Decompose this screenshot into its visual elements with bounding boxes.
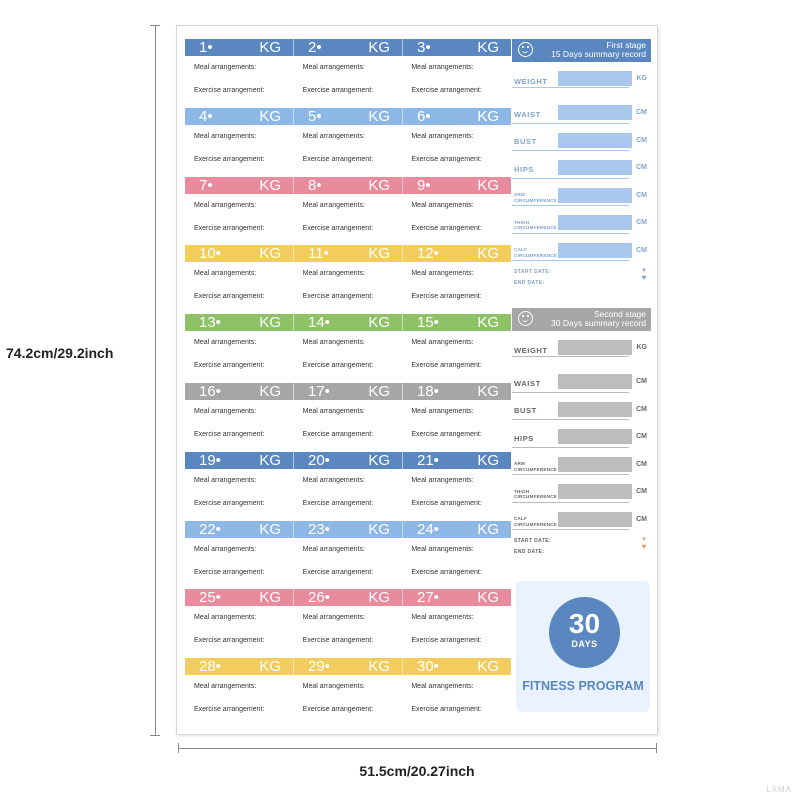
day-kg-label: KG <box>477 451 499 469</box>
exercise-row <box>185 629 511 652</box>
waist-unit: CM <box>636 109 647 116</box>
thigh-row <box>512 477 651 505</box>
meal-arrangement-field[interactable]: Meal arrangements: <box>302 132 365 140</box>
start-date-label: START DATE: <box>514 538 551 544</box>
width-dimension-cap-left <box>178 743 179 753</box>
day-header <box>294 177 403 194</box>
day-kg-label: KG <box>477 314 499 332</box>
day-kg-label: KG <box>259 245 281 263</box>
day-number: 7• <box>199 176 213 194</box>
day-number: 2• <box>308 39 322 56</box>
hips-field[interactable] <box>558 160 632 175</box>
weight-label: WEIGHT <box>514 77 548 86</box>
weight-unit: KG <box>636 75 647 82</box>
day-header <box>403 245 511 262</box>
meal-row <box>185 469 511 492</box>
day-header <box>185 177 294 194</box>
calf-field[interactable] <box>558 512 632 527</box>
meal-arrangement-field[interactable]: Meal arrangements: <box>302 407 365 415</box>
day-block <box>185 521 511 590</box>
exercise-row <box>185 217 511 240</box>
bust-label: BUST <box>514 406 537 415</box>
meal-arrangement-field[interactable]: Meal arrangements: <box>411 270 474 278</box>
exercise-arrangement-field[interactable]: Exercise arrangement: <box>411 430 482 438</box>
day-header <box>185 245 294 262</box>
exercise-arrangement-field[interactable]: Exercise arrangement: <box>302 155 374 163</box>
day-number: 14• <box>308 314 330 332</box>
day-header-row <box>185 177 511 194</box>
hips-row <box>512 422 651 450</box>
height-dimension-line <box>155 25 156 735</box>
arm-row <box>512 181 651 209</box>
exercise-arrangement-field[interactable]: Exercise arrangement: <box>194 155 265 163</box>
meal-row <box>185 56 511 79</box>
day-number: 10• <box>199 245 221 263</box>
day-number: 6• <box>417 107 431 125</box>
day-kg-label: KG <box>368 176 390 194</box>
day-kg-label: KG <box>259 176 281 194</box>
arm-unit: CM <box>636 460 647 468</box>
meal-arrangement-field[interactable]: Meal arrangements: <box>411 64 474 71</box>
day-number: 20• <box>308 451 330 469</box>
exercise-arrangement-field[interactable]: Exercise arrangement: <box>194 87 265 94</box>
hips-row <box>512 153 651 181</box>
second-stage-subtitle: 30 Days summary record <box>551 318 646 328</box>
day-number: 19• <box>199 451 221 469</box>
exercise-arrangement-field[interactable]: Exercise arrangement: <box>194 362 265 370</box>
day-header <box>185 108 294 125</box>
bust-row <box>512 395 651 423</box>
day-kg-label: KG <box>368 520 390 538</box>
days-number: 30 <box>568 608 601 639</box>
calf-row <box>512 505 651 533</box>
meal-arrangement-field[interactable]: Meal arrangements: <box>411 683 474 691</box>
day-header <box>403 452 511 469</box>
day-header <box>403 177 511 194</box>
meal-arrangement-field[interactable]: Meal arrangements: <box>194 339 257 347</box>
first-stage-subtitle: 15 Days summary record <box>551 49 646 59</box>
day-block <box>185 314 511 383</box>
day-header-row <box>185 589 511 606</box>
waist-row <box>512 98 651 126</box>
days-unit: DAYS <box>571 639 598 649</box>
day-kg-label: KG <box>259 382 281 400</box>
day-kg-label: KG <box>368 245 390 263</box>
day-number: 25• <box>199 589 221 607</box>
divider <box>512 419 629 420</box>
day-kg-label: KG <box>368 314 390 332</box>
weight-row <box>512 62 651 98</box>
day-number: 4• <box>199 107 213 125</box>
second-stage-title: Second stage <box>594 309 646 319</box>
meal-arrangement-field[interactable]: Meal arrangements: <box>194 64 257 71</box>
day-kg-label: KG <box>477 245 499 263</box>
meal-arrangement-field[interactable]: Meal arrangements: <box>302 339 365 347</box>
calf-unit: CM <box>636 515 647 523</box>
divider <box>512 178 629 179</box>
day-header <box>403 39 511 56</box>
day-number: 22• <box>199 520 221 538</box>
exercise-row <box>185 79 511 102</box>
exercise-arrangement-field[interactable]: Exercise arrangement: <box>302 568 374 576</box>
day-header <box>185 383 294 400</box>
day-number: 24• <box>417 520 439 538</box>
meal-arrangement-field[interactable]: Meal arrangements: <box>411 545 474 553</box>
day-header <box>294 245 403 262</box>
thigh-unit: CM <box>636 219 647 226</box>
day-number: 27• <box>417 589 439 607</box>
day-kg-label: KG <box>368 658 390 676</box>
waist-row <box>512 367 651 395</box>
fitness-poster <box>176 25 658 735</box>
day-header <box>403 108 511 125</box>
arm-row <box>512 450 651 478</box>
meal-arrangement-field[interactable]: Meal arrangements: <box>302 614 365 622</box>
divider <box>512 260 629 261</box>
meal-arrangement-field[interactable]: Meal arrangements: <box>411 201 474 209</box>
waist-label: WAIST <box>514 109 541 119</box>
meal-row <box>185 675 511 698</box>
exercise-arrangement-field[interactable]: Exercise arrangement: <box>194 224 265 232</box>
exercise-arrangement-field[interactable]: Exercise arrangement: <box>302 293 374 301</box>
day-number: 18• <box>417 382 439 400</box>
day-header <box>294 589 403 606</box>
weight-field[interactable] <box>558 340 632 355</box>
days-circle <box>549 597 620 668</box>
thigh-unit: CM <box>636 488 647 495</box>
day-header-row <box>185 39 511 56</box>
day-block <box>185 452 511 521</box>
start-date-label: START DATE: <box>514 269 551 275</box>
day-kg-label: KG <box>477 176 499 194</box>
meal-arrangement-field[interactable]: Meal arrangements: <box>194 132 257 140</box>
meal-arrangement-field[interactable]: Meal arrangements: <box>411 476 474 484</box>
divider <box>512 447 629 448</box>
calf-row <box>512 236 651 264</box>
hips-unit: CM <box>636 433 647 440</box>
day-number: 9• <box>417 176 431 194</box>
day-kg-label: KG <box>259 39 281 56</box>
day-kg-label: KG <box>368 39 390 56</box>
program-title: FITNESS PROGRAM <box>522 679 644 693</box>
day-header <box>185 39 294 56</box>
day-kg-label: KG <box>259 314 281 332</box>
exercise-arrangement-field[interactable]: Exercise arrangement: <box>411 362 482 370</box>
exercise-arrangement-field[interactable]: Exercise arrangement: <box>194 568 265 576</box>
divider <box>512 529 629 530</box>
hips-label: HIPS <box>514 433 534 443</box>
day-number: 29• <box>308 658 330 676</box>
day-kg-label: KG <box>259 658 281 676</box>
hips-unit: CM <box>636 164 647 171</box>
day-kg-label: KG <box>477 382 499 400</box>
meal-arrangement-field[interactable]: Meal arrangements: <box>302 64 365 71</box>
divider <box>512 87 629 88</box>
day-number: 3• <box>417 39 431 56</box>
meal-row <box>185 125 511 148</box>
day-kg-label: KG <box>368 451 390 469</box>
divider <box>512 392 629 393</box>
exercise-arrangement-field[interactable]: Exercise arrangement: <box>302 87 374 94</box>
exercise-arrangement-field[interactable]: Exercise arrangement: <box>302 224 374 232</box>
day-number: 5• <box>308 107 322 125</box>
day-header-row <box>185 383 511 400</box>
stage-dates <box>512 264 651 290</box>
exercise-arrangement-field[interactable]: Exercise arrangement: <box>411 224 482 232</box>
meal-arrangement-field[interactable]: Meal arrangements: <box>194 407 257 415</box>
day-number: 26• <box>308 589 330 607</box>
day-header-row <box>185 452 511 469</box>
divider <box>512 123 629 124</box>
exercise-arrangement-field[interactable]: Exercise arrangement: <box>194 293 265 301</box>
day-block <box>185 39 511 108</box>
day-header <box>403 521 511 538</box>
stage-dates <box>512 533 651 559</box>
program-badge <box>516 581 650 712</box>
exercise-row <box>185 285 511 308</box>
waist-unit: CM <box>636 378 647 385</box>
day-number: 30• <box>417 658 439 676</box>
meal-arrangement-field[interactable]: Meal arrangements: <box>194 201 257 209</box>
day-kg-label: KG <box>259 520 281 538</box>
day-number: 11• <box>308 245 329 263</box>
meal-row <box>185 400 511 423</box>
height-dimension-cap-top <box>150 25 160 26</box>
meal-row <box>185 538 511 561</box>
weight-label: WEIGHT <box>514 346 548 355</box>
exercise-arrangement-field[interactable]: Exercise arrangement: <box>194 637 265 645</box>
watermark: LXMA <box>766 785 792 794</box>
arm-field[interactable] <box>558 457 632 472</box>
day-header-row <box>185 245 511 262</box>
second-stage-panel <box>512 308 651 559</box>
arrow-heart-icon: ▼ ♥ <box>641 268 647 282</box>
day-kg-label: KG <box>368 107 390 125</box>
day-header-row <box>185 314 511 331</box>
bust-unit: CM <box>636 136 647 144</box>
arm-unit: CM <box>636 191 647 199</box>
smile-icon <box>518 311 533 326</box>
thigh-field[interactable] <box>558 215 632 230</box>
day-block <box>185 658 511 727</box>
day-header <box>403 658 511 675</box>
hips-field[interactable] <box>558 429 632 444</box>
thigh-row <box>512 208 651 236</box>
day-number: 28• <box>199 658 221 676</box>
arm-label: ARM CIRCUMFERENCE <box>514 192 557 203</box>
meal-arrangement-field[interactable]: Meal arrangements: <box>302 270 365 278</box>
divider <box>512 474 629 475</box>
arrow-heart-icon: ▼ ♥ <box>641 537 647 551</box>
meal-row <box>185 331 511 354</box>
day-header <box>185 314 294 331</box>
day-kg-label: KG <box>259 589 281 607</box>
first-stage-title: First stage <box>606 40 646 50</box>
day-header <box>185 658 294 675</box>
meal-arrangement-field[interactable]: Meal arrangements: <box>194 270 257 278</box>
exercise-arrangement-field[interactable]: Exercise arrangement: <box>302 637 374 645</box>
day-kg-label: KG <box>368 382 390 400</box>
exercise-arrangement-field[interactable]: Exercise arrangement: <box>411 87 482 94</box>
weight-unit: KG <box>636 344 647 351</box>
calf-unit: CM <box>636 246 647 254</box>
exercise-row <box>185 148 511 171</box>
exercise-arrangement-field[interactable]: Exercise arrangement: <box>302 430 374 438</box>
day-number: 21• <box>417 451 439 469</box>
first-stage-header <box>512 39 651 62</box>
day-header <box>294 452 403 469</box>
meal-arrangement-field[interactable]: Meal arrangements: <box>411 407 474 415</box>
meal-arrangement-field[interactable]: Meal arrangements: <box>411 132 474 140</box>
meal-arrangement-field[interactable]: Meal arrangements: <box>302 201 365 209</box>
meal-arrangement-field[interactable]: Meal arrangements: <box>302 683 365 691</box>
day-grid <box>185 39 511 727</box>
exercise-arrangement-field[interactable]: Exercise arrangement: <box>302 706 374 714</box>
meal-arrangement-field[interactable]: Meal arrangements: <box>302 545 365 553</box>
day-number: 15• <box>417 314 439 332</box>
day-header-row <box>185 658 511 675</box>
day-header <box>294 108 403 125</box>
day-block <box>185 108 511 177</box>
arm-field[interactable] <box>558 188 632 203</box>
thigh-label: THIGH CIRCUMFERENCE <box>514 488 557 499</box>
height-dimension-cap-bottom <box>150 735 160 736</box>
bust-field[interactable] <box>558 133 632 148</box>
day-header <box>185 521 294 538</box>
meal-arrangement-field[interactable]: Meal arrangements: <box>302 476 365 484</box>
day-header <box>185 589 294 606</box>
weight-field[interactable] <box>558 71 632 86</box>
day-kg-label: KG <box>368 589 390 607</box>
day-kg-label: KG <box>259 451 281 469</box>
exercise-arrangement-field[interactable]: Exercise arrangement: <box>411 637 482 645</box>
day-kg-label: KG <box>259 107 281 125</box>
exercise-row <box>185 423 511 446</box>
hips-label: HIPS <box>514 164 534 174</box>
day-block <box>185 589 511 658</box>
divider <box>512 502 629 503</box>
exercise-arrangement-field[interactable]: Exercise arrangement: <box>411 568 482 576</box>
waist-field[interactable] <box>558 105 632 120</box>
day-number: 12• <box>417 245 439 263</box>
exercise-arrangement-field[interactable]: Exercise arrangement: <box>194 499 265 507</box>
divider <box>512 356 629 357</box>
day-header-row <box>185 108 511 125</box>
exercise-arrangement-field[interactable]: Exercise arrangement: <box>411 499 482 507</box>
waist-field[interactable] <box>558 374 632 389</box>
day-number: 17• <box>308 382 330 400</box>
exercise-arrangement-field[interactable]: Exercise arrangement: <box>411 706 482 714</box>
day-number: 16• <box>199 382 221 400</box>
first-stage-panel <box>512 39 651 290</box>
day-header <box>294 383 403 400</box>
end-date-label: END DATE: <box>514 549 545 555</box>
day-header <box>294 314 403 331</box>
width-dimension-line <box>178 748 656 749</box>
width-dimension-label: 51.5cm/20.27inch <box>359 763 475 779</box>
exercise-row <box>185 354 511 377</box>
calf-label: CALF CIRCUMFERENCE <box>514 247 557 258</box>
divider <box>512 233 629 234</box>
day-header <box>403 589 511 606</box>
calf-label: CALF CIRCUMFERENCE <box>514 516 557 527</box>
day-header-row <box>185 521 511 538</box>
exercise-arrangement-field[interactable]: Exercise arrangement: <box>302 499 374 507</box>
day-number: 23• <box>308 520 330 538</box>
day-kg-label: KG <box>477 39 499 56</box>
divider <box>512 150 629 151</box>
day-block <box>185 245 511 314</box>
exercise-row <box>185 561 511 584</box>
waist-label: WAIST <box>514 378 541 388</box>
meal-arrangement-field[interactable]: Meal arrangements: <box>194 545 257 553</box>
meal-arrangement-field[interactable]: Meal arrangements: <box>411 614 474 622</box>
day-header <box>403 383 511 400</box>
calf-field[interactable] <box>558 243 632 258</box>
day-number: 1• <box>199 39 213 56</box>
bust-row <box>512 126 651 154</box>
day-number: 13• <box>199 314 221 332</box>
smile-icon <box>518 42 533 57</box>
day-kg-label: KG <box>477 520 499 538</box>
bust-field[interactable] <box>558 402 632 417</box>
exercise-row <box>185 492 511 515</box>
exercise-arrangement-field[interactable]: Exercise arrangement: <box>194 706 265 714</box>
day-number: 8• <box>308 176 322 194</box>
meal-arrangement-field[interactable]: Meal arrangements: <box>194 683 257 691</box>
day-header <box>185 452 294 469</box>
meal-row <box>185 194 511 217</box>
second-stage-header <box>512 308 651 331</box>
day-block <box>185 177 511 246</box>
meal-row <box>185 262 511 285</box>
exercise-arrangement-field[interactable]: Exercise arrangement: <box>411 293 482 301</box>
height-dimension-label: 74.2cm/29.2inch <box>6 345 114 361</box>
meal-row <box>185 606 511 629</box>
meal-arrangement-field[interactable]: Meal arrangements: <box>194 476 257 484</box>
exercise-arrangement-field[interactable]: Exercise arrangement: <box>302 362 374 370</box>
meal-arrangement-field[interactable]: Meal arrangements: <box>411 339 474 347</box>
thigh-label: THIGH CIRCUMFERENCE <box>514 219 557 230</box>
bust-unit: CM <box>636 405 647 413</box>
day-kg-label: KG <box>477 107 499 125</box>
exercise-row <box>185 698 511 721</box>
arm-label: ARM CIRCUMFERENCE <box>514 461 557 472</box>
exercise-arrangement-field[interactable]: Exercise arrangement: <box>194 430 265 438</box>
divider <box>512 205 629 206</box>
width-dimension-cap-right <box>656 743 657 753</box>
day-header <box>403 314 511 331</box>
weight-row <box>512 331 651 367</box>
day-header <box>294 658 403 675</box>
day-header <box>294 39 403 56</box>
exercise-arrangement-field[interactable]: Exercise arrangement: <box>411 155 482 163</box>
day-block <box>185 383 511 452</box>
day-kg-label: KG <box>477 589 499 607</box>
meal-arrangement-field[interactable]: Meal arrangements: <box>194 614 257 622</box>
end-date-label: END DATE: <box>514 280 545 286</box>
day-kg-label: KG <box>477 658 499 676</box>
day-header <box>294 521 403 538</box>
bust-label: BUST <box>514 137 537 146</box>
thigh-field[interactable] <box>558 484 632 499</box>
